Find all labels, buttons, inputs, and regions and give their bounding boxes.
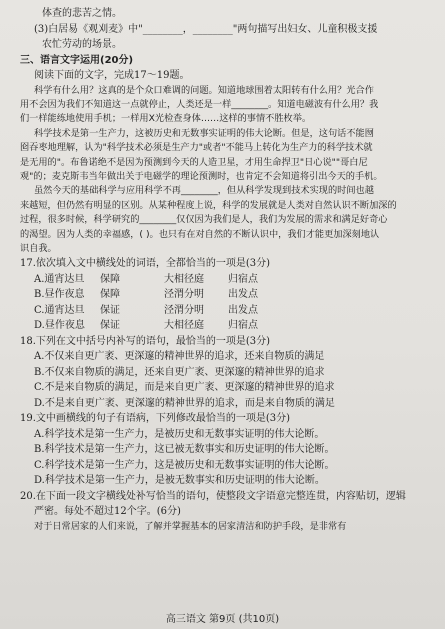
passage bbox=[20, 84, 430, 257]
option-cell: 保证 bbox=[100, 320, 120, 332]
page-content bbox=[20, 6, 430, 534]
section-heading: 三、语言文字运用(20分) bbox=[20, 54, 134, 66]
option-line: D.不是来自更广袤、更深邃的精神世界的追求，而是来自物质的满足 bbox=[34, 397, 335, 409]
passage-line: 是无用的"。布鲁诺绝不是因为预测到今天的人造卫星，才用生命捍卫"日心说""哥白尼 bbox=[20, 156, 368, 168]
prev-answer-line-1: 体查的悲苦之情。 bbox=[42, 8, 122, 19]
passage-line: 的渴望。因为人类的幸福感，( )。也只有在对自然的不断认识中，我们才能更加深刻地认 bbox=[20, 228, 380, 240]
prev-answer-line-3: 农忙劳动的场景。 bbox=[42, 39, 122, 50]
passage-line: 们一样能练地使用手机；一样用X光检查身体……这样的事情不胜枚举。 bbox=[20, 113, 312, 125]
option-line: A.不仅来自更广袤、更深邃的精神世界的追求，还来自物质的满足 bbox=[34, 351, 325, 363]
question-20 bbox=[20, 489, 430, 534]
question-stem: 18.下列在文中括号内补写的语句，最恰当的一项是(3分) bbox=[20, 335, 271, 347]
option-cell: 保障 bbox=[100, 273, 120, 285]
page-footer: 高三语文 第9页 (共10页) bbox=[165, 614, 280, 625]
reading-instruction: 阅读下面的文字，完成17～19题。 bbox=[34, 70, 190, 81]
option-row bbox=[20, 287, 430, 303]
passage-line: 囵吞枣地理解，认为"科学技术必须是生产力"或者"不能马上转化为生产力的科学技术就 bbox=[20, 142, 373, 154]
question-stem-cont: 严密。每处不超过12个字。(6分) bbox=[34, 506, 181, 518]
option-cell: 归宿点 bbox=[228, 320, 258, 332]
passage-line: 用不会因为我们不知道这一点就停止，人类还是一样________。知道电磁波有什么用？我 bbox=[20, 98, 379, 110]
passage-line: 科学技术是第一生产力，这被历史和无数事实证明的伟大论断。但是，这句话不能囫 bbox=[34, 127, 374, 139]
option-line: A.科学技术是第一生产力，是被历史和无数事实证明的伟大论断。 bbox=[34, 428, 325, 440]
passage-line: 观"的；麦克斯韦当年做出关于电磁学的理论预测时，也肯定不会知道将引出今天的手机。 bbox=[20, 170, 383, 182]
option-cell: 归宿点 bbox=[228, 273, 258, 285]
passage-line: 虽然今天的基础科学与应用科学不再________，但从科学发现到技术实现的时间也越 bbox=[34, 185, 374, 197]
option-cell: 出发点 bbox=[228, 304, 258, 316]
option-cell: 大相径庭 bbox=[164, 273, 204, 285]
passage-line: 过程，很多时候，科学研究的________仅仅因为我们是人，我们为发展的需求和满足好奇心 bbox=[20, 214, 388, 226]
passage-line: 科学有什么用？这真的是个众口难调的问题。知道地球围着太阳转有什么用？光合作 bbox=[34, 84, 374, 96]
question-stem: 20.在下面一段文字横线处补写恰当的语句，使整段文字语意完整连贯，内容贴切，逻辑 bbox=[20, 490, 406, 502]
option-line: C.科学技术是第一生产力，这是被历史和无数事实证明的伟大论断。 bbox=[34, 459, 335, 471]
option-cell: 大相径庭 bbox=[164, 320, 204, 332]
option-row bbox=[20, 303, 430, 319]
option-row bbox=[20, 318, 430, 334]
option-cell: B.昼作夜息 bbox=[34, 289, 85, 301]
passage-line: 对于日常居家的人们来说，了解并掌握基本的居家清洁和防护手段，是非常有 bbox=[34, 520, 347, 532]
option-cell: 出发点 bbox=[228, 289, 258, 301]
option-cell: 泾渭分明 bbox=[164, 289, 204, 301]
passage-line: 识自我。 bbox=[20, 242, 57, 254]
option-cell: 保障 bbox=[100, 289, 120, 301]
question-17 bbox=[20, 256, 430, 334]
passage-line: 来越短，但仍然有明显的区别。从某种程度上说，科学的发展就是人类对自然认识不断加深的 bbox=[20, 199, 397, 211]
option-line: D.科学技术是第一生产力，是被无数事实和历史证明的伟大论断。 bbox=[34, 475, 325, 487]
option-line: B.不仅来自物质的满足，还来自更广袤、更深邃的精神世界的追求 bbox=[34, 366, 325, 378]
prev-question-3: (3)白居易《观刈麦》中"________，________"两句描写出妇女、儿童积极支援 bbox=[34, 23, 378, 35]
option-cell: 保证 bbox=[100, 304, 120, 316]
option-line: B.科学技术是第一生产力，这已被无数事实和历史证明的伟大论断。 bbox=[34, 444, 335, 456]
option-cell: A.通宵达旦 bbox=[34, 273, 85, 285]
option-cell: 泾渭分明 bbox=[164, 304, 204, 316]
question-stem: 19.文中画横线的句子有语病，下列修改最恰当的一项是(3分) bbox=[20, 413, 291, 425]
question-18 bbox=[20, 334, 430, 412]
option-row bbox=[20, 272, 430, 288]
option-cell: C.通宵达旦 bbox=[34, 304, 85, 316]
option-cell: D.昼作夜息 bbox=[34, 320, 85, 332]
question-stem: 17.依次填入文中横线处的词语，全都恰当的一项是(3分) bbox=[20, 258, 271, 270]
question-19 bbox=[20, 411, 430, 489]
option-line: C.不是来自物质的满足，而是来自更广袤、更深邃的精神世界的追求 bbox=[34, 382, 335, 394]
